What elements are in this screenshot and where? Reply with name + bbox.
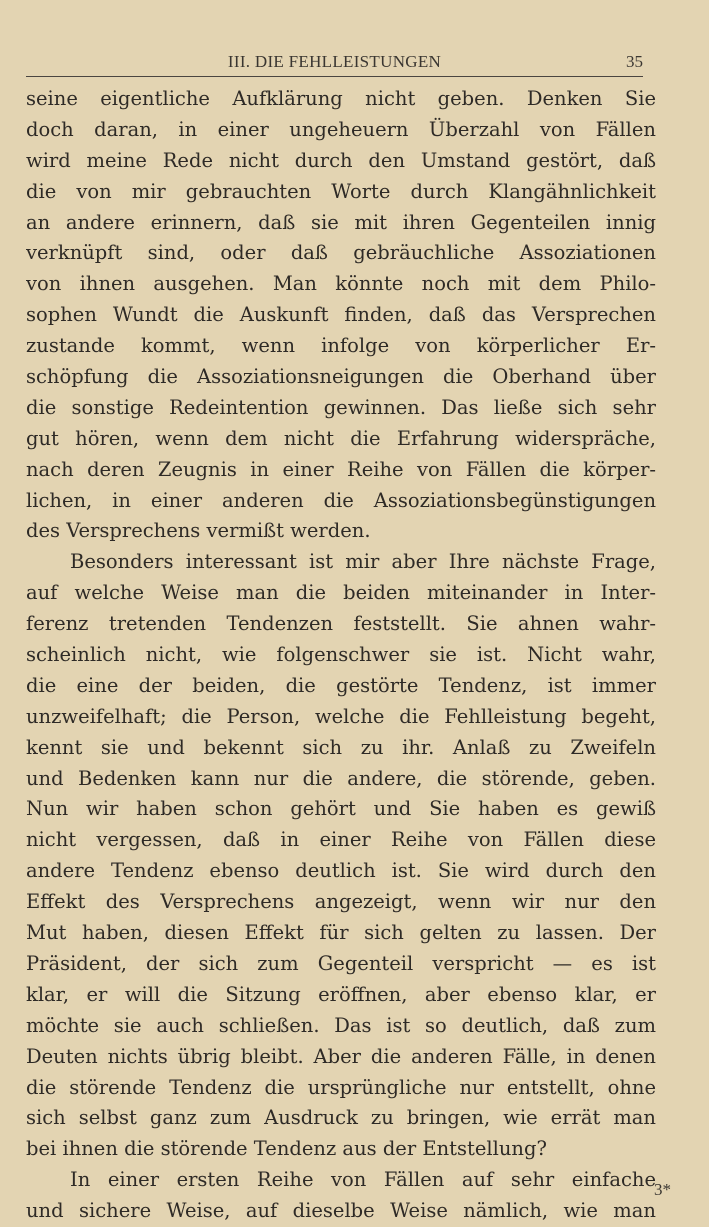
text-line: In einer ersten Reihe von Fällen auf sehr einfache — [70, 1168, 656, 1192]
text-line: an andere erinnern, daß sie mit ihren Gegenteilen innig — [26, 210, 656, 234]
text-line: Besonders interessant ist mir aber Ihre nächste Frage, — [70, 550, 656, 574]
text-line: auf welche Weise man die beiden miteinander in Inter- — [26, 581, 656, 605]
text-line: scheinlich nicht, wie folgenschwer sie ist. Nicht wahr, — [26, 643, 656, 667]
text-line: die eine der beiden, die gestörte Tendenz, ist immer — [26, 673, 656, 697]
text-line: Nun wir haben schon gehört und Sie haben es gewiß — [26, 797, 656, 821]
text-line: sich selbst ganz zum Ausdruck zu bringen, wie errät man — [26, 1106, 656, 1130]
text-line: zustande kommt, wenn infolge von körperlicher Er- — [26, 334, 656, 358]
text-line: die von mir gebrauchten Worte durch Klangähnlichkeit — [26, 179, 656, 203]
printer-signature-mark: 3* — [654, 1180, 671, 1199]
text-line: Präsident, der sich zum Gegenteil verspricht — es ist — [26, 951, 656, 975]
text-line: kennt sie und bekennt sich zu ihr. Anlaß zu Zweifeln — [26, 735, 656, 759]
text-line: möchte sie auch schließen. Das ist so deutlich, daß zum — [26, 1013, 656, 1037]
text-line: Effekt des Versprechens angezeigt, wenn wir nur den — [26, 890, 656, 914]
text-line: des Versprechens vermißt werden. — [26, 519, 371, 543]
running-head — [26, 50, 643, 77]
text-line: von ihnen ausgehen. Man könnte noch mit dem Philo- — [26, 272, 656, 296]
text-line: lichen, in einer anderen die Assoziationsbegünstigungen — [26, 488, 656, 512]
text-line: ferenz tretenden Tendenzen feststellt. Sie ahnen wahr- — [26, 612, 656, 636]
text-line: bei ihnen die störende Tendenz aus der Entstellung? — [26, 1137, 547, 1161]
text-line: andere Tendenz ebenso deutlich ist. Sie wird durch den — [26, 859, 656, 883]
text-line: unzweifelhaft; die Person, welche die Fehlleistung begeht, — [26, 704, 656, 728]
chapter-title: III. DIE FEHLLEISTUNGEN — [227, 52, 442, 71]
text-line: die störende Tendenz die ursprüngliche nur entstellt, ohne — [26, 1075, 656, 1099]
text-line: Deuten nichts übrig bleibt. Aber die anderen Fälle, in denen — [26, 1044, 656, 1068]
text-line: wird meine Rede nicht durch den Umstand gestört, daß — [26, 148, 656, 172]
text-line: nicht vergessen, daß in einer Reihe von Fällen diese — [26, 828, 656, 852]
text-line: und Bedenken kann nur die andere, die störende, geben. — [26, 766, 656, 790]
page-number: 35 — [626, 52, 643, 71]
text-line: und sichere Weise, auf dieselbe Weise nämlich, wie man — [26, 1199, 656, 1223]
text-line: seine eigentliche Aufklärung nicht geben. Denken Sie — [26, 87, 656, 110]
text-line: klar, er will die Sitzung eröffnen, aber ebenso klar, er — [26, 982, 656, 1006]
text-line: verknüpft sind, oder daß gebräuchliche Assoziationen — [26, 241, 656, 265]
text-line: Mut haben, diesen Effekt für sich gelten zu lassen. Der — [26, 921, 656, 945]
text-line: sophen Wundt die Auskunft finden, daß das Versprechen — [26, 303, 656, 327]
text-line: die sonstige Redeintention gewinnen. Das ließe sich sehr — [26, 395, 656, 419]
text-line: nach deren Zeugnis in einer Reihe von Fällen die körper- — [26, 457, 656, 481]
text-line: schöpfung die Assoziationsneigungen die Oberhand über — [26, 365, 656, 389]
text-line: gut hören, wenn dem nicht die Erfahrung widerspräche, — [26, 426, 656, 450]
text-line: doch daran, in einer ungeheuern Überzahl von Fällen — [26, 117, 656, 141]
body-text — [26, 84, 656, 1227]
